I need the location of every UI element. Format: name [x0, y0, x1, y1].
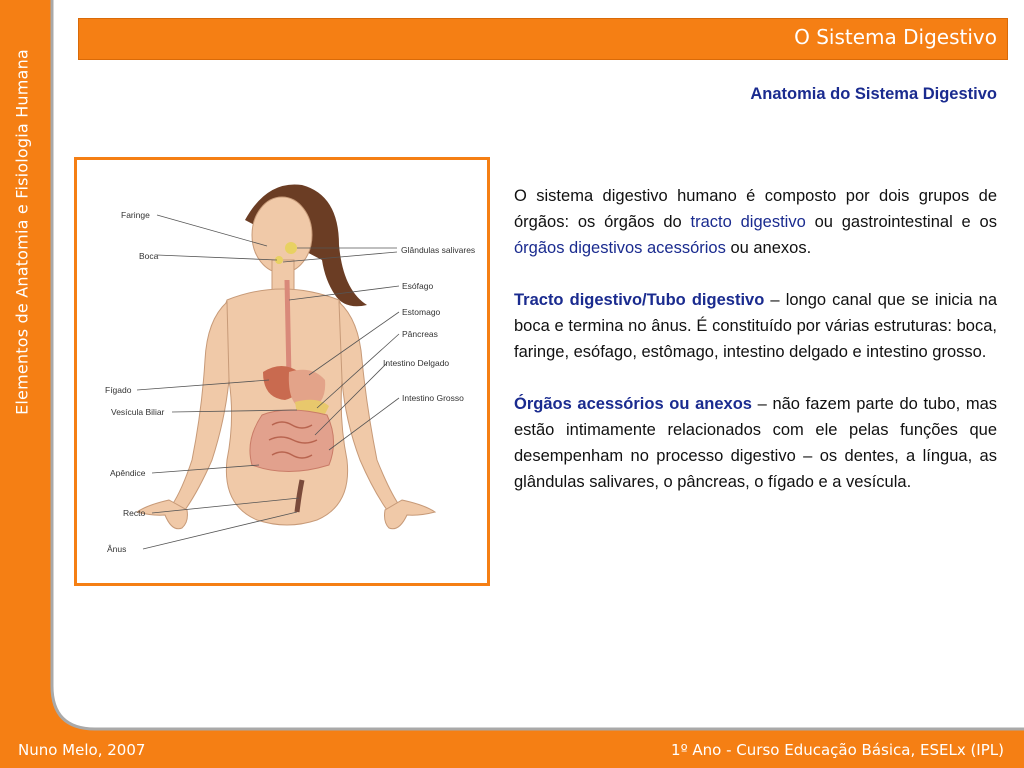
label-figado: Fígado	[105, 385, 132, 395]
side-strip	[0, 0, 46, 730]
label-pancreas: Pâncreas	[402, 329, 438, 339]
tracto-term: Tracto digestivo/Tubo digestivo	[514, 291, 765, 309]
label-intestino-grosso: Intestino Grosso	[402, 393, 464, 403]
label-apendice: Apêndice	[110, 468, 146, 478]
label-intestino-delgado: Intestino Delgado	[383, 358, 450, 368]
footer-author: Nuno Melo, 2007	[18, 741, 146, 759]
anatomy-figure	[74, 157, 490, 586]
tracto-definition: – longo canal que se inicia na boca e termina no ânus. É constituído por várias estruturas: boca, faringe, esófago, estômago, intestino delgado e intestino grosso.	[514, 291, 997, 361]
body-text	[514, 183, 997, 521]
title-bar	[78, 18, 1008, 60]
term-tracto-digestivo: tracto digestivo	[690, 213, 806, 231]
label-recto: Recto	[123, 508, 146, 518]
anatomy-illustration	[77, 160, 487, 583]
anexos-definition: – não fazem parte do tubo, mas estão intimamente relacionados com ele pelas funções que desempenham no processo digestivo – os dentes, a língua, as glândulas salivares, o pâncreas, o fígado e a vesícula.	[514, 395, 997, 491]
section-subtitle: Anatomia do Sistema Digestivo	[750, 85, 997, 103]
side-title: Elementos de Anatomia e Fisiologia Humana	[12, 49, 32, 415]
label-estomago: Estomago	[402, 307, 441, 317]
term-orgaos-acessorios: órgãos digestivos acessórios	[514, 239, 726, 257]
label-faringe: Faringe	[121, 210, 150, 220]
paragraph-intro	[514, 183, 997, 261]
label-esofago: Esófago	[402, 281, 434, 291]
intro-text-1: O sistema digestivo humano é composto por dois grupos de órgãos: os órgãos do	[514, 187, 997, 231]
label-boca: Boca	[139, 251, 159, 261]
anexos-term: Órgãos acessórios ou anexos	[514, 395, 752, 413]
intro-text-2: ou gastrointestinal e os	[805, 213, 997, 231]
label-vesicula: Vesícula Biliar	[111, 407, 165, 417]
footer-course: 1º Ano - Curso Educação Básica, ESELx (IPL)	[671, 741, 1004, 759]
label-anus: Ânus	[107, 544, 127, 554]
paragraph-anexos	[514, 391, 997, 495]
page-title: O Sistema Digestivo	[794, 25, 997, 49]
label-glandulas: Glândulas salivares	[401, 245, 476, 255]
paragraph-tracto	[514, 287, 997, 365]
intro-text-3: ou anexos.	[725, 239, 812, 257]
